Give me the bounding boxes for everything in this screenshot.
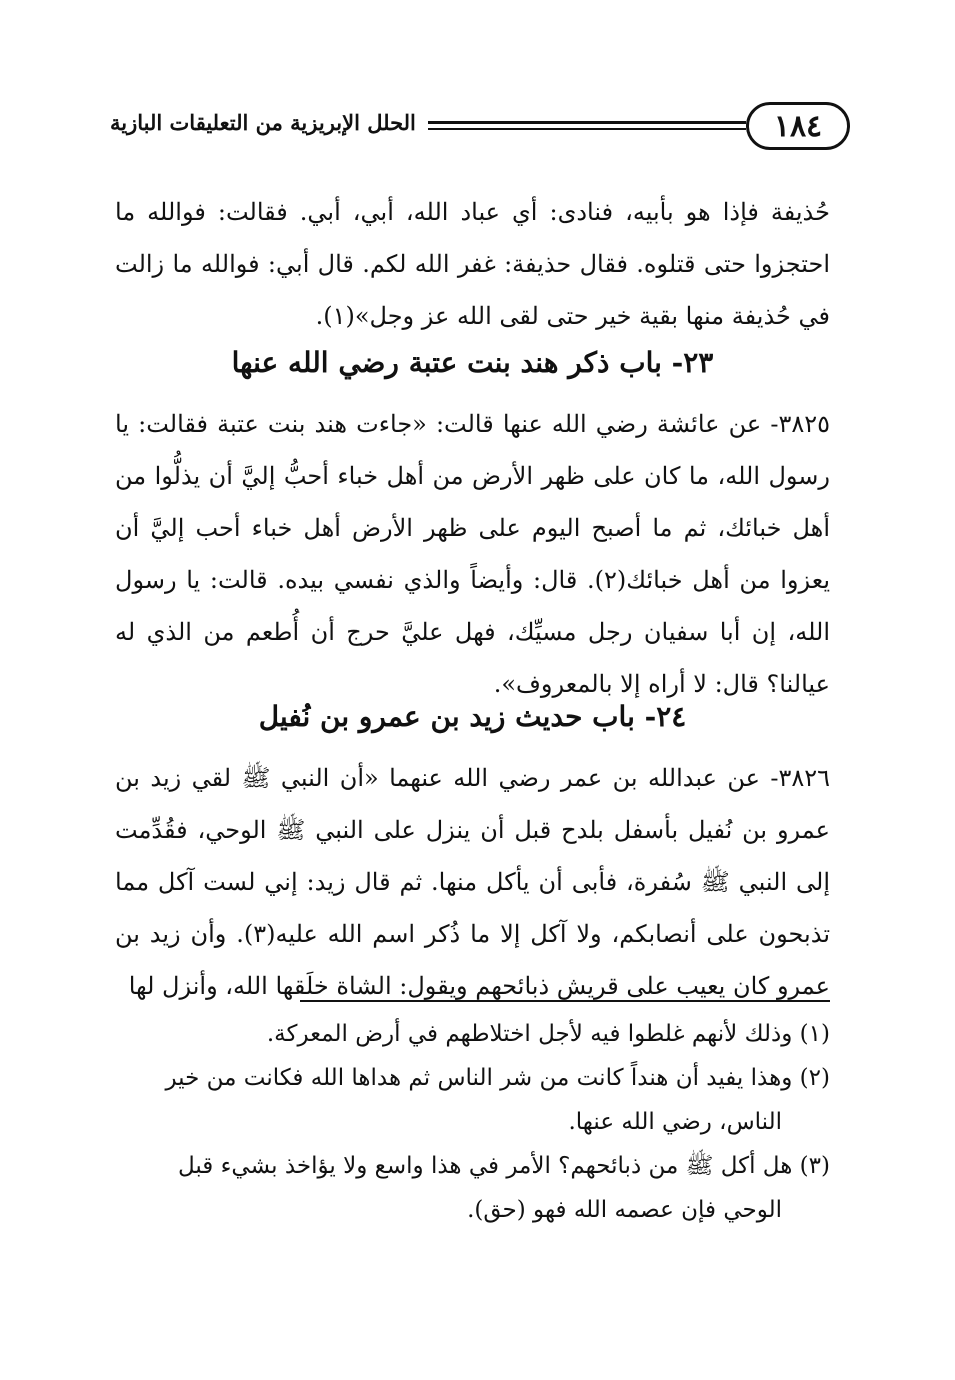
footnote-3: [115, 1144, 830, 1232]
footnote-text: وهذا يفيد أن هنداً كانت من شر الناس ثم هداها الله فكانت من خير: [165, 1065, 793, 1091]
footnote-number: (١): [799, 1021, 830, 1047]
section-heading-24: ٢٤- باب حديث زيد بن عمرو بن نُفيل: [258, 700, 687, 733]
hadith-3826: [115, 752, 830, 1012]
paragraph-text: حُذيفة فإذا هو بأبيه، فنادى: أي عباد الله، أبي، أبي. فقالت: فوالله ما احتجزوا حتى قتلوه. فقال حذيفة: غفر الله لكم. قال أبي: فوالله ما زالت في حُذيفة منها بقية خير حتى لقى الله عز وجل»(١).: [115, 198, 830, 330]
footnote-text-continued: الوحي فإن عصمه الله فهو (حق).: [467, 1197, 782, 1223]
paragraph-text: ٣٨٢٦- عن عبدالله بن عمر رضي الله عنهما «أن النبي ﷺ لقي زيد بن عمرو بن نُفيل بأسفل بلدح قبل أن ينزل على النبي ﷺ الوحي، فقُدِّمت إلى النبي ﷺ سُفرة، فأبى أن يأكل منها. ثم قال زيد: إني لست آكل مما تذبحون على أنصابكم، ولا آكل إلا ما ذُكر اسم الله عليه(٣). وأن زيد بن عمرو كان يعيب على قريش ذبائحهم ويقول: الشاة خلَقها الله، وأنزل لها: [115, 764, 831, 1000]
footnote-number: (٣): [799, 1153, 830, 1179]
footnote-separator: [300, 1000, 830, 1002]
header-rule: [428, 121, 746, 130]
page-number: ١٨٤: [746, 102, 850, 150]
footnote-text: هل أكل ﷺ من ذبائحهم؟ الأمر في هذا واسع ولا يؤاخذ بشيء قبل: [177, 1153, 793, 1179]
hadith-3825: [115, 398, 830, 710]
footnote-text-continued: الناس، رضي الله عنها.: [568, 1109, 782, 1135]
footnote-text: وذلك لأنهم غلطوا فيه لأجل اختلاطهم في أرض المعركة.: [266, 1021, 793, 1047]
paragraph-text: ٣٨٢٥- عن عائشة رضي الله عنها قالت: «جاءت هند بنت عتبة فقالت: يا رسول الله، ما كان على ظهر الأرض من أهل خباء أحبُّ إليَّ أن يذلُّوا من أهل خبائك، ثم ما أصبح اليوم على ظهر الأرض أهل خباء أحب إليَّ أن يعزوا من أهل خبائك(٢). قال: وأيضاً والذي نفسي بيده. قالت: يا رسول الله، إن أبا سفيان رجل مسيِّك، فهل عليَّ حرج أن أُطعم من الذي له عيالنا؟ قال: لا أراه إلا بالمعروف».: [115, 410, 830, 698]
section-heading-23: ٢٣- باب ذكر هند بنت عتبة رضي الله عنها: [231, 346, 714, 379]
footnotes: [115, 1012, 830, 1232]
book-title: الحلل الإبريزية من التعليقات البازية: [110, 110, 416, 135]
paragraph-continuation: [115, 186, 830, 342]
footnote-2: [115, 1056, 830, 1144]
footnote-number: (٢): [799, 1065, 830, 1091]
page-header: [110, 102, 850, 158]
footnote-1: [115, 1012, 830, 1056]
